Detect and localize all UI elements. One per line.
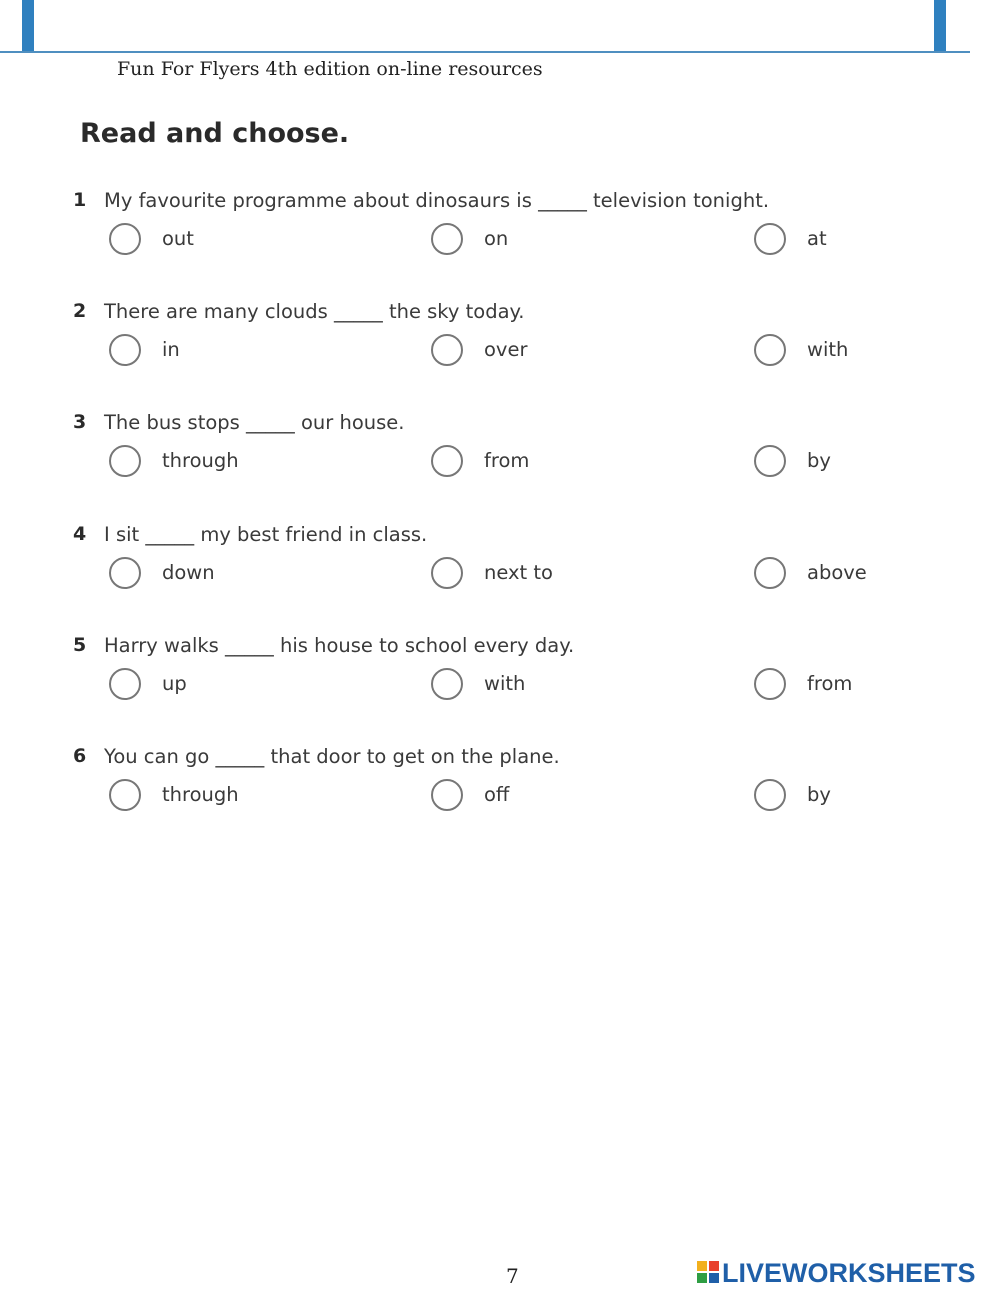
- option-label[interactable]: over: [484, 338, 528, 361]
- header-rule: [0, 51, 970, 53]
- radio-circle-icon[interactable]: [109, 223, 141, 255]
- option-label[interactable]: up: [162, 672, 187, 695]
- radio-circle-icon[interactable]: [431, 334, 463, 366]
- top-border-left: [22, 0, 34, 52]
- top-border-right: [934, 0, 946, 52]
- question-number: 6: [73, 745, 87, 767]
- question-number: 4: [73, 523, 87, 545]
- radio-circle-icon[interactable]: [754, 223, 786, 255]
- question-text: There are many clouds _____ the sky today.: [104, 300, 525, 323]
- option-label[interactable]: out: [162, 227, 194, 250]
- question-2: [0, 300, 1000, 400]
- radio-circle-icon[interactable]: [109, 445, 141, 477]
- option-label[interactable]: with: [484, 672, 526, 695]
- header-text: Fun For Flyers 4th edition on-line resources: [117, 58, 543, 80]
- question-4: [0, 523, 1000, 623]
- option-label[interactable]: next to: [484, 561, 553, 584]
- radio-circle-icon[interactable]: [431, 779, 463, 811]
- question-3: [0, 411, 1000, 511]
- option-label[interactable]: through: [162, 783, 239, 806]
- radio-circle-icon[interactable]: [109, 557, 141, 589]
- option-label[interactable]: with: [807, 338, 849, 361]
- radio-circle-icon[interactable]: [754, 557, 786, 589]
- radio-circle-icon[interactable]: [754, 668, 786, 700]
- radio-circle-icon[interactable]: [109, 779, 141, 811]
- question-text: You can go _____ that door to get on the plane.: [104, 745, 560, 768]
- radio-circle-icon[interactable]: [431, 557, 463, 589]
- radio-circle-icon[interactable]: [431, 223, 463, 255]
- question-6: [0, 745, 1000, 845]
- question-text: I sit _____ my best friend in class.: [104, 523, 428, 546]
- option-label[interactable]: from: [484, 449, 530, 472]
- question-number: 5: [73, 634, 87, 656]
- radio-circle-icon[interactable]: [754, 445, 786, 477]
- question-1: [0, 189, 1000, 289]
- brand-name: LIVEWORKSHEETS: [722, 1258, 976, 1288]
- option-label[interactable]: down: [162, 561, 215, 584]
- option-label[interactable]: by: [807, 449, 831, 472]
- option-label[interactable]: above: [807, 561, 867, 584]
- option-label[interactable]: in: [162, 338, 180, 361]
- question-text: Harry walks _____ his house to school every day.: [104, 634, 575, 657]
- option-label[interactable]: from: [807, 672, 853, 695]
- radio-circle-icon[interactable]: [109, 668, 141, 700]
- option-label[interactable]: through: [162, 449, 239, 472]
- option-label[interactable]: on: [484, 227, 509, 250]
- radio-circle-icon[interactable]: [431, 668, 463, 700]
- option-label[interactable]: by: [807, 783, 831, 806]
- radio-circle-icon[interactable]: [754, 779, 786, 811]
- page-number: 7: [506, 1264, 519, 1288]
- option-label[interactable]: off: [484, 783, 510, 806]
- question-number: 1: [73, 189, 87, 211]
- option-label[interactable]: at: [807, 227, 827, 250]
- radio-circle-icon[interactable]: [431, 445, 463, 477]
- radio-circle-icon[interactable]: [109, 334, 141, 366]
- page-title: Read and choose.: [80, 118, 350, 149]
- question-number: 3: [73, 411, 87, 433]
- liveworksheets-logo-icon: [696, 1260, 720, 1284]
- question-5: [0, 634, 1000, 734]
- radio-circle-icon[interactable]: [754, 334, 786, 366]
- question-text: The bus stops _____ our house.: [104, 411, 405, 434]
- question-number: 2: [73, 300, 87, 322]
- question-text: My favourite programme about dinosaurs is _____ television tonight.: [104, 189, 770, 212]
